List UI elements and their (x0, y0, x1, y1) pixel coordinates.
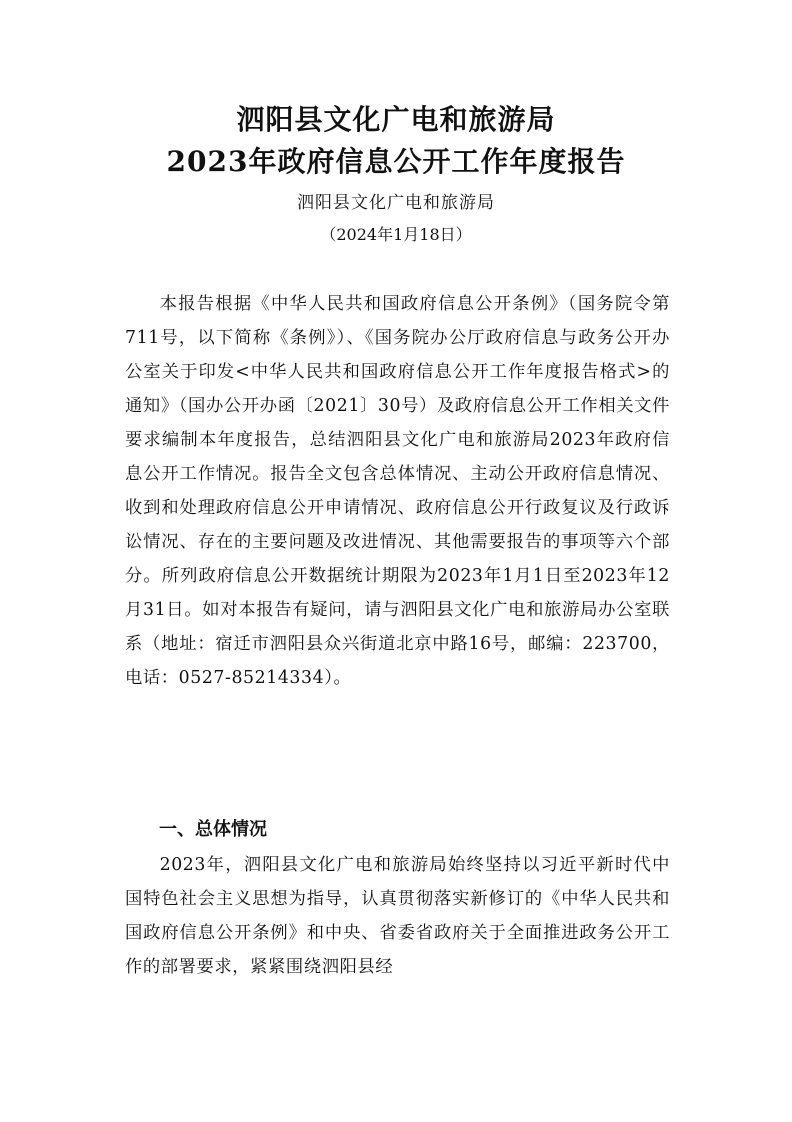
section-heading-overview: 一、总体情况 (159, 819, 267, 840)
intro-paragraph: 本报告根据《中华人民共和国政府信息公开条例》（国务院令第711号，以下简称《条例》）、《国务院办公厅政府信息与政务公开办公室关于印发<中华人民共和国政府信息公开工作年度报告格式>的通知》（国办公开办函〔2021〕30号）及政府信息公开工作相关文件要求编制本年度报告，总结泗阳县文化广电和旅游局2023年政府信息公开工作情况。报告全文包含总体情况、主动公开政府信息情况、收到和处理政府信息公开申请情况、政府信息公开行政复议及行政诉讼情况、存在的主要问题及改进情况、其他需要报告的事项等六个部分。所列政府信息公开数据统计期限为2023年1月1日至2023年12月31日。如对本报告有疑问，请与泗阳县文化广电和旅游局办公室联系（地址：宿迁市泗阳县众兴街道北京中路16号，邮编：223700，电话：0527-85214334）。 (125, 294, 670, 688)
issuer-name: 泗阳县文化广电和旅游局 (297, 193, 495, 213)
document-title-line1: 泗阳县文化广电和旅游局 (236, 103, 556, 136)
document-title-line2: 2023年政府信息公开工作年度报告 (166, 145, 626, 178)
report-date: （2024年1月18日） (320, 225, 472, 244)
section-overview-paragraph: 2023年，泗阳县文化广电和旅游局始终坚持以习近平新时代中国特色社会主义思想为指导，认真贯彻落实新修订的《中华人民共和国政府信息公开条例》和中央、省委省政府关于全面推进政务公开工作的部署要求，紧紧围绕泗阳县经 (125, 855, 670, 977)
